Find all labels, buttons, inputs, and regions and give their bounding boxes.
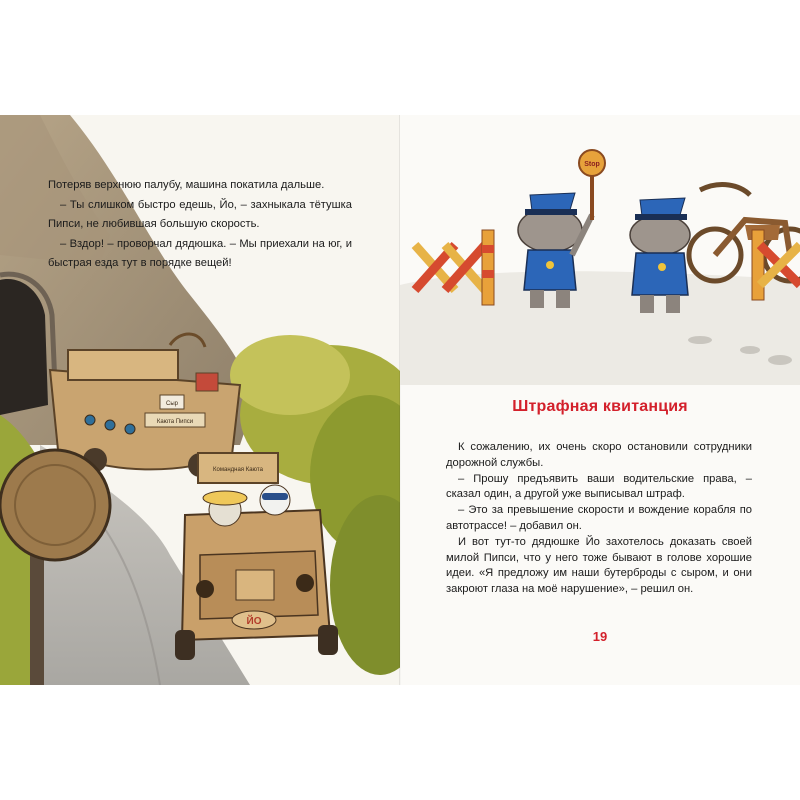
stop-sign-label: Stop <box>584 161 600 168</box>
police-mouse-right <box>630 198 690 313</box>
traffic-police-illustration <box>400 115 800 385</box>
boat-label: Каюта Пипси <box>156 419 194 425</box>
paragraph: – Ты слишком быстро едешь, Йо, – захныкала тётушка Пипси, не любившая большую скорость. <box>48 198 352 230</box>
left-page-text <box>48 176 352 274</box>
chapter-title: Штрафная квитанция <box>512 398 688 415</box>
paragraph: – Вздор! – проворчал дядюшка. – Мы приехали на юг, и быстрая езда тут в порядке вещей! <box>48 237 352 269</box>
paragraph: К сожалению, их очень скоро остановили сотрудники дорожной службы. <box>446 441 752 469</box>
right-page-text <box>446 440 752 598</box>
paragraph: Потеряв верхнюю палубу, машина покатила дальше. <box>48 179 325 191</box>
paragraph: – Это за превышение скорости и вождение корабля по автотрассе! – добавил он. <box>446 504 752 532</box>
right-page-illustration <box>400 115 800 385</box>
cheese-box-label: Сыр <box>166 401 178 407</box>
paragraph: – Прошу предъявить ваши водительские права, – сказал один, а другой уже выписывал штраф. <box>446 472 752 501</box>
paragraph: И вот тут-то дядюшке Йо захотелось доказать своей милой Пипси, что у него тоже бывают в голове хорошие идеи. «Я предложу им наши бутерброды с сыром, и они закроют глаза на моё нарушение», – решил он. <box>446 535 752 596</box>
stop-paddle <box>579 150 605 176</box>
car-plate: ЙО <box>246 616 262 627</box>
page-number: 19 <box>592 629 608 644</box>
crate-label: Командная Каюта <box>213 467 263 473</box>
